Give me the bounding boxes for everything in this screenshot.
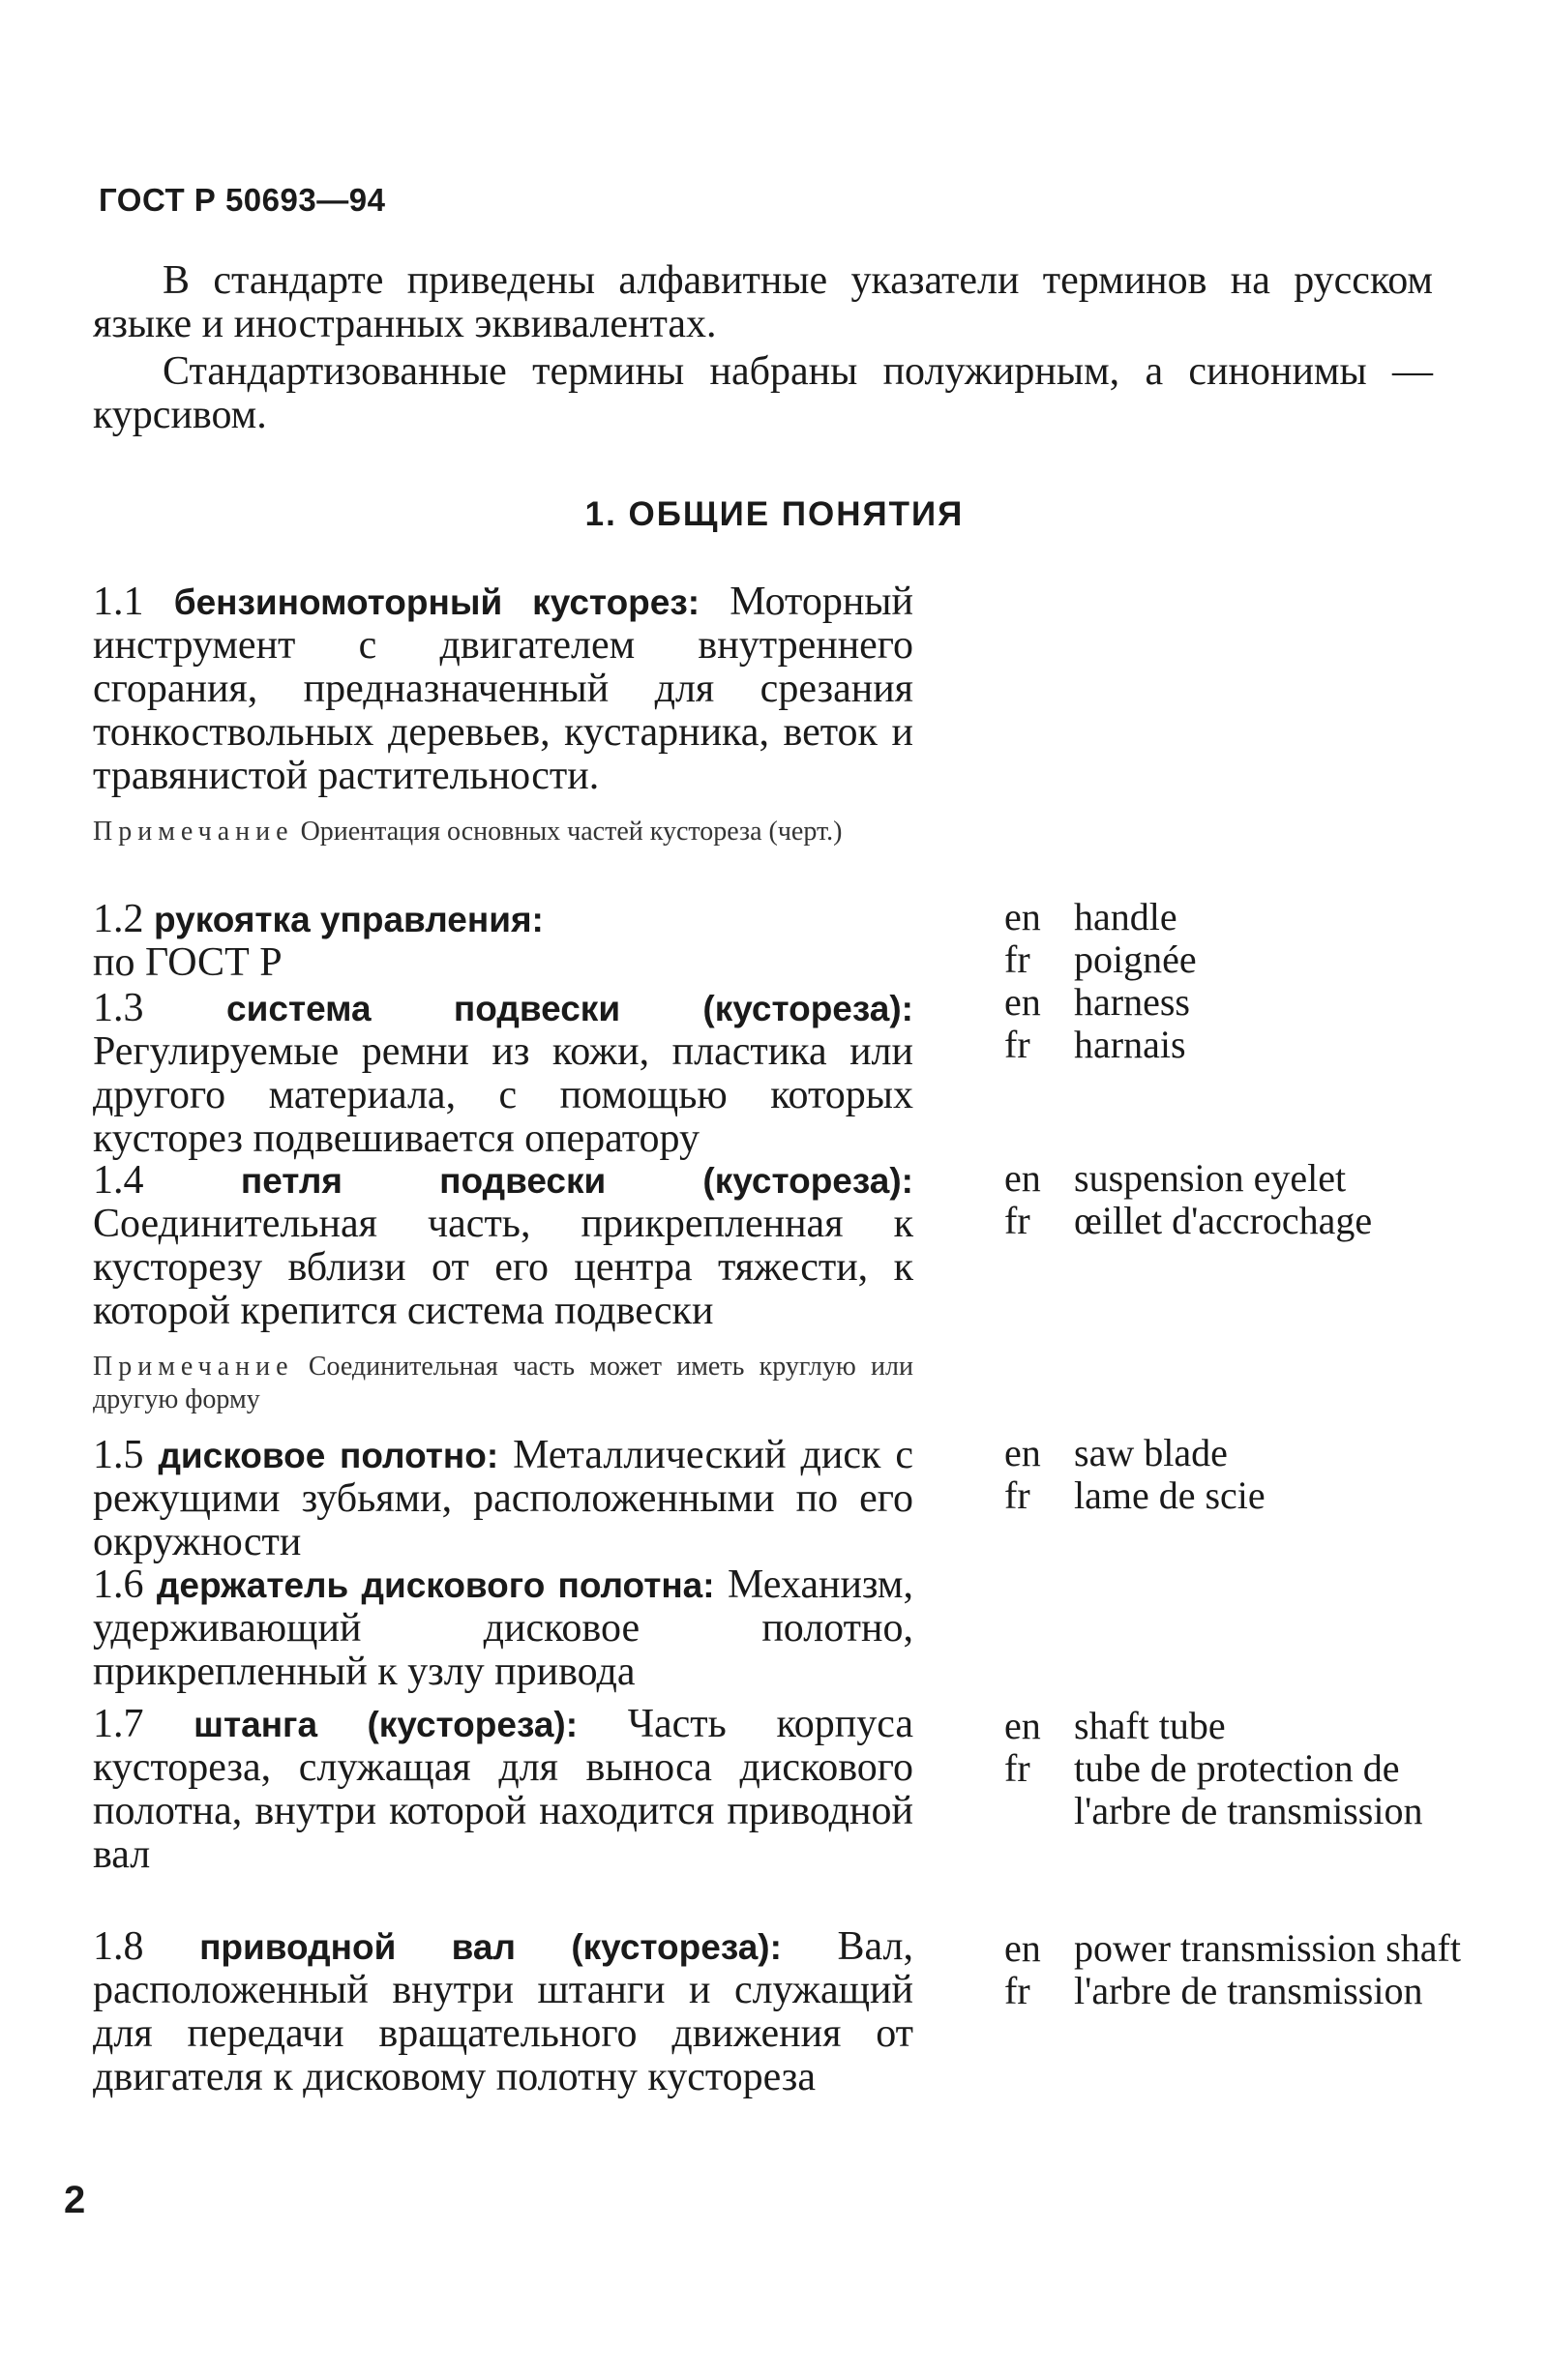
equivalent-fr: tube de protection de l'arbre de transmission bbox=[1074, 1746, 1423, 1832]
term-definition: по ГОСТ Р bbox=[93, 940, 283, 985]
equivalent-en: handle bbox=[1074, 895, 1177, 938]
term-name: штанга (кустореза): bbox=[194, 1705, 579, 1744]
equivalents-1-8 bbox=[1004, 1927, 1469, 2012]
note-label: Примечание bbox=[93, 1352, 294, 1382]
equivalent-fr: l'arbre de transmission bbox=[1074, 1969, 1423, 2012]
term-entry-1-6 bbox=[93, 1563, 913, 1694]
equivalents-1-2 bbox=[1004, 896, 1469, 981]
term-name: дисковое полотно: bbox=[158, 1436, 499, 1475]
term-number: 1.4 bbox=[93, 1158, 144, 1203]
term-note-2 bbox=[93, 1351, 913, 1416]
term-name: бензиномоторный кусторез: bbox=[173, 582, 700, 622]
term-name: приводной вал (кустореза): bbox=[199, 1927, 782, 1967]
term-entry-1-3 bbox=[93, 987, 913, 1161]
term-name: петля подвески (кустореза): bbox=[240, 1161, 913, 1201]
equivalents-1-4 bbox=[1004, 1157, 1469, 1242]
equivalent-en: shaft tube bbox=[1074, 1704, 1226, 1747]
term-entry-1-1 bbox=[93, 580, 913, 798]
term-number: 1.8 bbox=[93, 1924, 144, 1969]
lang-fr-label: fr bbox=[1004, 1746, 1030, 1790]
term-name: рукоятка управления: bbox=[154, 900, 544, 939]
note-text: Соединительная часть может иметь круглую или другую форму bbox=[93, 1352, 913, 1414]
term-entry-1-7 bbox=[93, 1703, 913, 1877]
lang-en-label: en bbox=[1004, 1926, 1041, 1970]
equivalent-en: suspension eyelet bbox=[1074, 1156, 1347, 1200]
note-text: Ориентация основных частей кустореза (черт.) bbox=[293, 817, 843, 847]
term-name: система подвески (кустореза): bbox=[226, 989, 913, 1028]
term-number: 1.3 bbox=[93, 986, 144, 1030]
equivalent-fr: œillet d'accrochage bbox=[1074, 1199, 1373, 1242]
term-definition: Часть корпуса кустореза, служащая для выноса дискового полотна, внутри которой находится приводной вал bbox=[93, 1702, 914, 1877]
lang-fr-label: fr bbox=[1004, 937, 1030, 981]
equivalents-1-7 bbox=[1004, 1705, 1469, 1832]
page-number: 2 bbox=[64, 2179, 86, 2221]
term-definition: Соединительная часть, прикрепленная к кусторезу вблизи от его центра тяжести, к которой крепится система подвески bbox=[93, 1202, 913, 1333]
term-number: 1.7 bbox=[93, 1702, 144, 1746]
equivalent-en: power transmission shaft bbox=[1074, 1926, 1461, 1970]
term-number: 1.2 bbox=[93, 897, 144, 941]
lang-fr-label: fr bbox=[1004, 1023, 1030, 1066]
term-name: держатель дискового полотна: bbox=[156, 1565, 715, 1605]
equivalent-en: harness bbox=[1074, 980, 1190, 1024]
equivalent-en: saw blade bbox=[1074, 1431, 1228, 1474]
equivalent-fr: poignée bbox=[1074, 937, 1197, 981]
term-entry-1-2 bbox=[93, 898, 913, 985]
term-number: 1.1 bbox=[93, 580, 144, 624]
term-definition: Моторный инструмент с двигателем внутреннего сгорания, предназначенный для срезания тонкоствольных деревьев, кустарника, веток и травянистой растительности. bbox=[93, 580, 913, 798]
lang-en-label: en bbox=[1004, 1704, 1041, 1747]
note-label: Примечание bbox=[93, 817, 294, 847]
section-title: 1. ОБЩИЕ ПОНЯТИЯ bbox=[584, 495, 965, 533]
lang-fr-label: fr bbox=[1004, 1473, 1030, 1517]
term-entry-1-5 bbox=[93, 1434, 913, 1564]
term-entry-1-4 bbox=[93, 1159, 913, 1333]
equivalents-1-3 bbox=[1004, 981, 1469, 1066]
lang-fr-label: fr bbox=[1004, 1199, 1030, 1242]
intro-text bbox=[93, 259, 1433, 437]
equivalents-1-5 bbox=[1004, 1432, 1469, 1517]
term-definition: Регулируемые ремни из кожи, пластика или другого материала, с помощью которых кусторез подвешивается оператору bbox=[93, 1029, 913, 1161]
lang-en-label: en bbox=[1004, 1156, 1041, 1200]
term-definition: Механизм, удерживающий дисковое полотно, прикрепленный к узлу привода bbox=[93, 1562, 913, 1694]
lang-en-label: en bbox=[1004, 980, 1041, 1024]
term-number: 1.6 bbox=[93, 1562, 144, 1607]
equivalent-fr: harnais bbox=[1074, 1023, 1186, 1066]
equivalent-fr: lame de scie bbox=[1074, 1473, 1266, 1517]
term-number: 1.5 bbox=[93, 1433, 144, 1477]
term-definition: Вал, расположенный внутри штанги и служащий для передачи вращательного движения от двигателя к дисковому полотну кустореза bbox=[93, 1924, 913, 2099]
intro-paragraph-2: Стандартизованные термины набраны полужирным, а синонимы — курсивом. bbox=[93, 349, 1433, 437]
intro-paragraph-1: В стандарте приведены алфавитные указатели терминов на русском языке и иностранных эквивалентах. bbox=[93, 258, 1433, 346]
term-note-1 bbox=[93, 816, 913, 848]
term-entry-1-8 bbox=[93, 1925, 913, 2099]
standard-header: ГОСТ Р 50693—94 bbox=[99, 182, 386, 218]
term-definition: Металлический диск с режущими зубьями, расположенными по его окружности bbox=[93, 1433, 913, 1564]
lang-en-label: en bbox=[1004, 1431, 1041, 1474]
lang-en-label: en bbox=[1004, 895, 1041, 938]
lang-fr-label: fr bbox=[1004, 1969, 1030, 2012]
